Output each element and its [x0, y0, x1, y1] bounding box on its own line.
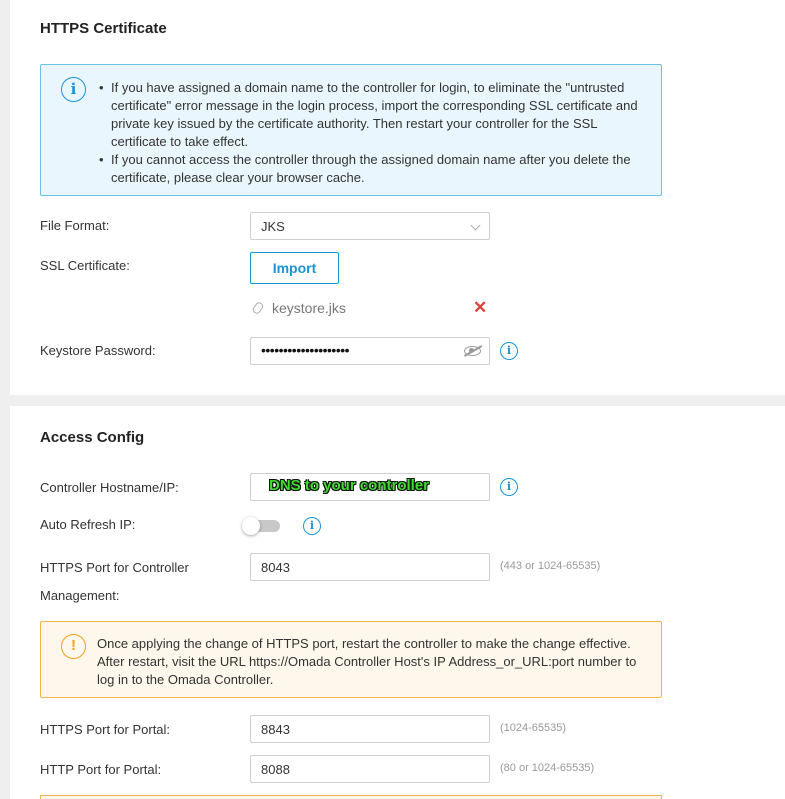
controller-hostname-label: Controller Hostname/IP:	[40, 480, 179, 495]
chevron-down-icon	[471, 221, 481, 231]
controller-hostname-input[interactable]	[250, 473, 490, 501]
info-item: • If you cannot access the controller through the assigned domain name after you delete the certificate, please clear your browser cache.	[111, 151, 651, 187]
portal-https-port-hint: (1024-65535)	[500, 722, 567, 734]
https-port-value: 8043	[261, 560, 290, 575]
auto-refresh-toggle[interactable]	[242, 517, 282, 535]
eye-off-icon[interactable]	[464, 346, 481, 356]
portal-http-port-hint: (80 or 1024-65535)	[500, 762, 595, 774]
portal-warning-box	[40, 795, 662, 799]
https-port-hint: (443 or 1024-65535)	[500, 560, 601, 572]
https-port-warning-text: Once applying the change of HTTPS port, restart the controller to make the change effective. After restart, visit the URL https://Omada Controller Host's IP Address_or_URL:port number to log in to the Omada Controller.	[97, 636, 637, 687]
portal-http-port-input[interactable]	[250, 755, 490, 783]
close-icon[interactable]: ✕	[473, 298, 488, 317]
file-format-select[interactable]	[250, 212, 490, 240]
toggle-knob	[242, 517, 260, 535]
file-format-value: JKS	[261, 219, 285, 234]
hostname-info-icon[interactable]: i	[500, 478, 518, 496]
https-certificate-panel	[10, 0, 785, 395]
certificate-file-name: keystore.jks	[272, 300, 346, 316]
portal-https-port-label: HTTPS Port for Portal:	[40, 722, 171, 737]
portal-https-port-value: 8843	[261, 722, 290, 737]
https-port-label: HTTPS Port for Controller	[40, 560, 189, 575]
warning-circle-icon: !	[61, 634, 86, 659]
https-port-input[interactable]	[250, 553, 490, 581]
info-list	[111, 79, 651, 187]
keystore-password-input[interactable]	[250, 337, 490, 365]
paperclip-icon	[251, 301, 264, 315]
keystore-password-value: ••••••••••••••••••••	[261, 342, 350, 358]
ssl-certificate-label: SSL Certificate:	[40, 258, 130, 273]
https-port-label-continued: Management:	[40, 588, 120, 603]
auto-refresh-label: Auto Refresh IP:	[40, 517, 136, 532]
keystore-password-label: Keystore Password:	[40, 343, 156, 358]
import-button[interactable]: Import	[250, 252, 339, 284]
https-port-warning-box	[40, 621, 662, 698]
controller-hostname-value: DNS to your controller	[269, 477, 430, 494]
certificate-info-box	[40, 64, 662, 196]
info-item: • If you have assigned a domain name to the controller for login, to eliminate the "untrusted certificate" error message in the login process, import the corresponding SSL certificate and private key issued by the certificate authority. Then restart your controller for the SSL certificate to take effect.	[111, 79, 651, 151]
access-config-title: Access Config	[40, 429, 145, 446]
portal-http-port-value: 8088	[261, 762, 290, 777]
https-certificate-title: HTTPS Certificate	[40, 20, 167, 37]
file-format-label: File Format:	[40, 218, 110, 233]
portal-http-port-label: HTTP Port for Portal:	[40, 762, 162, 777]
info-circle-icon: i	[61, 77, 86, 102]
auto-refresh-info-icon[interactable]: i	[303, 517, 321, 535]
portal-https-port-input[interactable]	[250, 715, 490, 743]
keystore-password-info-icon[interactable]: i	[500, 342, 518, 360]
